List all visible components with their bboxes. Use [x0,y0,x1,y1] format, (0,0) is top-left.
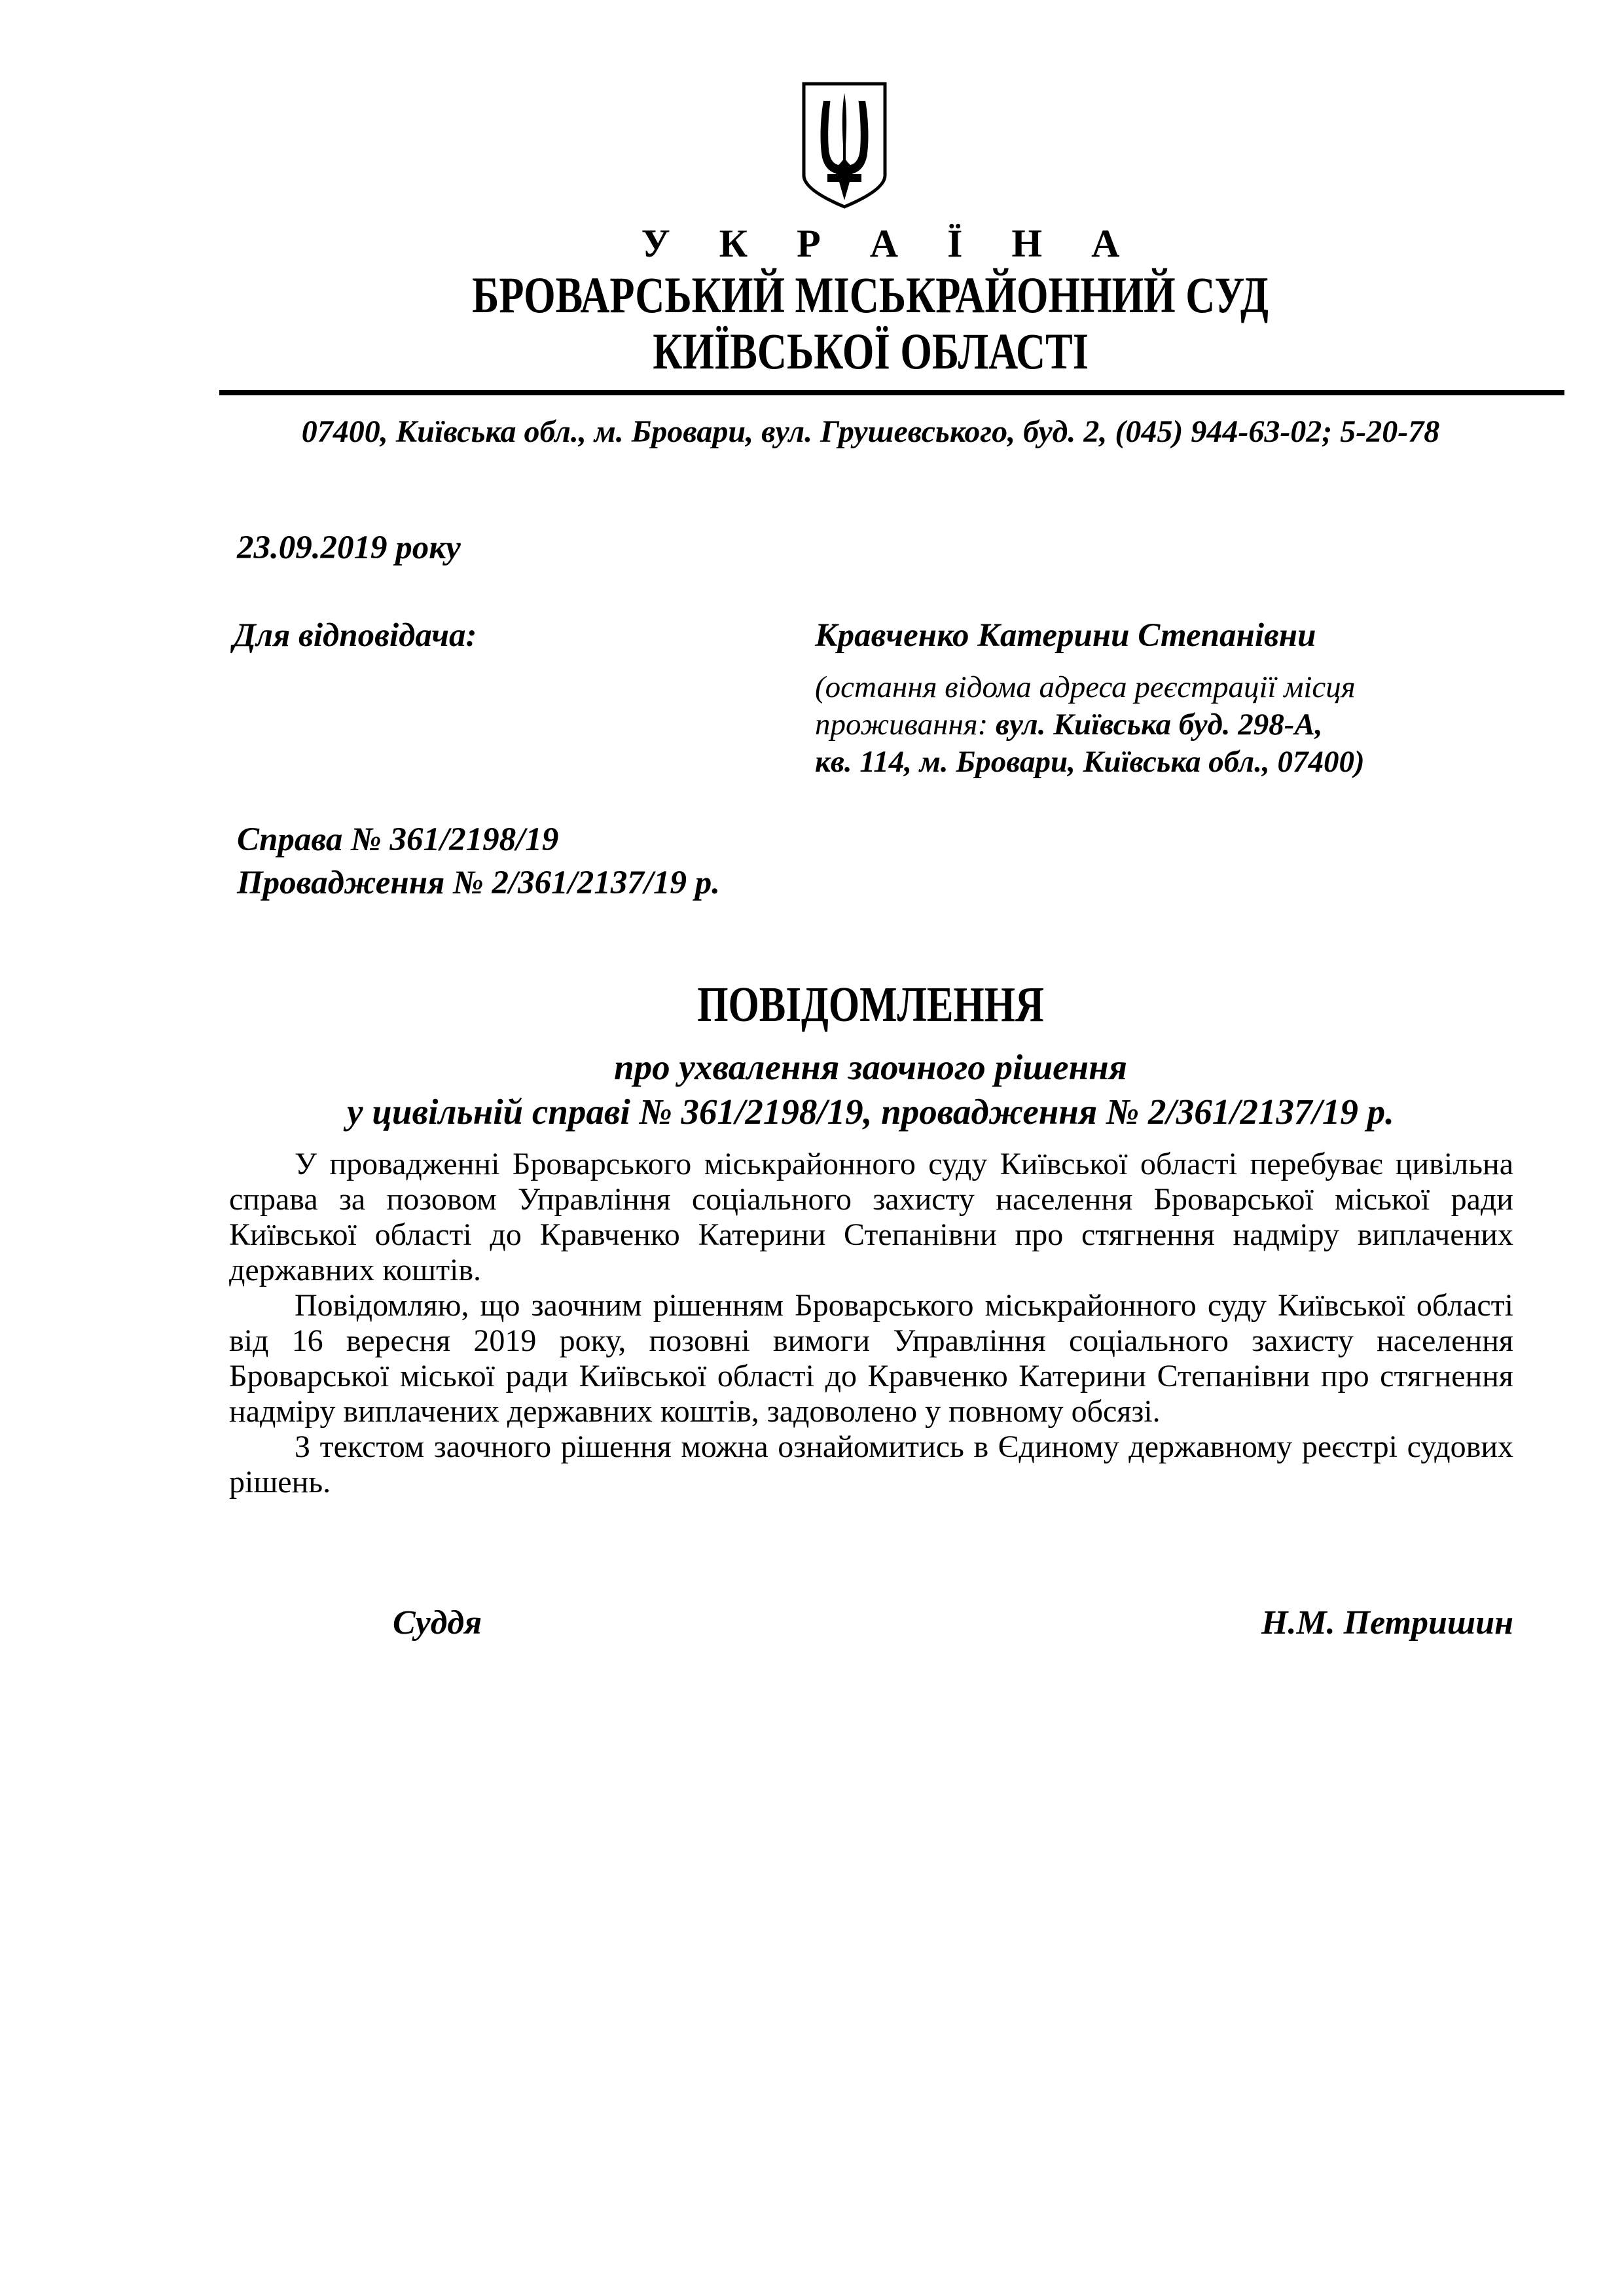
notice-heading: ПОВІДОМЛЕННЯ [697,977,1044,1032]
country-name: У К Р А Ї Н А [641,222,1140,265]
signature-role: Суддя [393,1604,482,1641]
court-name-line2: КИЇВСЬКОЇ ОБЛАСТІ [653,323,1089,380]
case-number: Справа № 361/2198/19 [237,821,559,858]
header-divider [219,390,1564,395]
recipient-name: Кравченко Катерини Степанівни [815,617,1316,654]
coat-of-arms [799,80,890,212]
body-paragraph-2: Повідомляю, що заочним рішенням Броварського міськрайонного суду Київської області від 16 вересня 2019 року, позовні вимоги Управління соціального захисту населення Броварської міської ради Київської області до Кравченко Катерини Степанівни про стягнення надміру виплачених державних коштів, задоволено у повному обсязі. [229,1288,1513,1429]
proceeding-number: Провадження № 2/361/2137/19 р. [237,865,721,901]
notice-title-block [229,978,1512,1131]
signature-row [229,1604,1513,1642]
recipient-address [815,669,1365,781]
document-date: 23.09.2019 року [237,529,461,566]
recipient-address-line2: проживання: вул. Київська буд. 298-А, [815,708,1323,742]
notice-subtitle-2: у цивільній справі № 361/2198/19, провадження № 2/361/2137/19 р. [347,1092,1394,1132]
court-name [229,267,1512,380]
recipient-address-line1: (остання відома адреса реєстрації місця [815,670,1356,704]
recipient-address-line3: кв. 114, м. Бровари, Київська обл., 07400) [815,745,1365,779]
body-paragraph-1: У провадженні Броварського міськрайонного суду Київської області перебуває цивільна справа за позовом Управління соціального захисту населення Броварської міської ради Київської області до Кравченко Катерини Степанівни про стягнення надміру виплачених державних коштів. [229,1147,1513,1287]
notice-subtitle-1: про ухвалення заочного рішення [614,1047,1127,1087]
ukraine-trident-emblem [799,80,890,212]
court-contact-line: 07400, Київська обл., м. Бровари, вул. Грушевського, буд. 2, (045) 944-63-02; 5-20-78 [301,414,1440,449]
signature-name: Н.М. Петришин [1261,1604,1513,1641]
body-paragraph-3: З текстом заочного рішення можна ознайомитись в Єдиному державному реєстрі судових рішень. [229,1429,1513,1499]
notice-body [229,1147,1513,1500]
court-name-line1: БРОВАРСЬКИЙ МІСЬКРАЙОННИЙ СУД [472,266,1269,323]
recipient-label: Для відповідача: [233,617,477,654]
case-block [237,818,720,905]
